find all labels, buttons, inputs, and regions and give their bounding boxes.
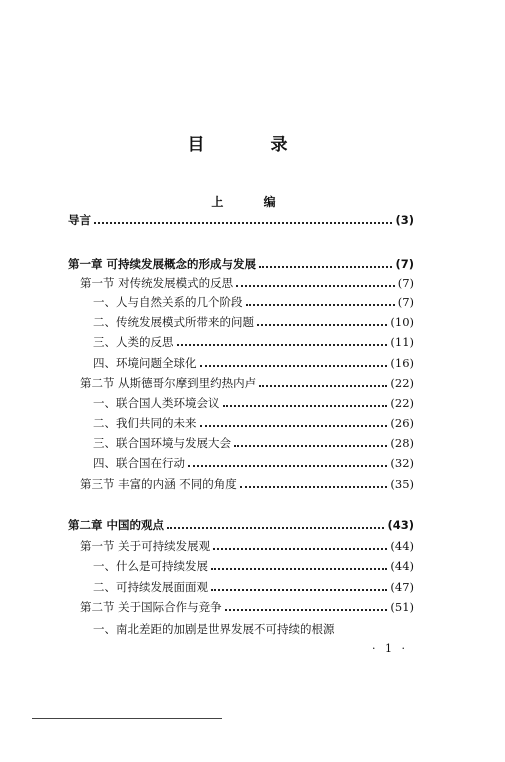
- toc-entry-subsection[interactable]: [93, 579, 414, 595]
- toc-entry-section[interactable]: [80, 538, 414, 554]
- toc-entry-continued[interactable]: 一、南北差距的加剧是世界发展不可持续的根源: [93, 622, 335, 636]
- toc-entry-chapter-1[interactable]: [68, 256, 414, 272]
- toc-entry-label: 导言: [68, 213, 91, 227]
- toc-entry-subsection[interactable]: [93, 455, 414, 471]
- dot-leader: [200, 416, 388, 427]
- toc-entry-section[interactable]: [80, 275, 414, 291]
- dot-leader: [188, 456, 387, 467]
- page-number: · 1 ·: [372, 642, 408, 655]
- toc-entry-section[interactable]: [80, 476, 414, 492]
- toc-entry-section[interactable]: [80, 599, 414, 615]
- toc-page-number: (35): [390, 477, 414, 491]
- toc-entry-label: 第二节 关于国际合作与竞争: [80, 600, 222, 614]
- scan-edge-line: [32, 718, 222, 719]
- toc-page-number: (44): [390, 559, 414, 573]
- dot-leader: [240, 477, 388, 488]
- toc-page-number: (47): [390, 580, 414, 594]
- toc-entry-section[interactable]: [80, 375, 414, 391]
- dot-leader: [223, 396, 388, 407]
- dot-leader: [200, 356, 388, 367]
- toc-entry-subsection[interactable]: [93, 415, 414, 431]
- dot-leader: [259, 257, 392, 268]
- dot-leader: [167, 518, 384, 529]
- toc-entry-label: 一、人与自然关系的几个阶段: [93, 295, 243, 309]
- toc-page-number: (22): [390, 376, 414, 390]
- toc-entry-label: 一、联合国人类环境会议: [93, 396, 220, 410]
- toc-entry-label: 第一节 对传统发展模式的反思: [80, 276, 234, 290]
- toc-entry-label: 三、人类的反思: [93, 335, 174, 349]
- toc-entry-label: 二、我们共同的未来: [93, 416, 197, 430]
- dot-leader: [177, 335, 388, 346]
- dot-leader: [211, 580, 387, 591]
- dot-leader: [211, 559, 387, 570]
- toc-page-number: (3): [395, 213, 414, 227]
- toc-entry-chapter-2[interactable]: [68, 517, 414, 533]
- toc-page-number: (43): [387, 518, 414, 532]
- toc-entry-subsection[interactable]: [93, 395, 414, 411]
- toc-entry-label: 四、环境问题全球化: [93, 356, 197, 370]
- toc-page-number: (22): [390, 396, 414, 410]
- toc-page-number: (11): [390, 335, 414, 349]
- toc-entry-intro[interactable]: [68, 212, 414, 228]
- toc-page-number: (32): [390, 456, 414, 470]
- toc-entry-label: 二、可持续发展面面观: [93, 580, 208, 594]
- toc-entry-subsection[interactable]: [93, 355, 414, 371]
- dot-leader: [236, 276, 395, 287]
- toc-entry-subsection[interactable]: [93, 558, 414, 574]
- toc-entry-label: 三、联合国环境与发展大会: [93, 436, 231, 450]
- toc-entry-label: 第二节 从斯德哥尔摩到里约热内卢: [80, 376, 257, 390]
- dot-leader: [257, 315, 387, 326]
- part-heading: 上 编: [211, 195, 294, 209]
- toc-entry-label: 一、什么是可持续发展: [93, 559, 208, 573]
- toc-page-number: (44): [390, 539, 414, 553]
- toc-entry-label: 第三节 丰富的内涵 不同的角度: [80, 477, 237, 491]
- dot-leader: [94, 213, 392, 224]
- toc-page-number: (10): [390, 315, 414, 329]
- toc-page-number: (28): [390, 436, 414, 450]
- dot-leader: [259, 376, 387, 387]
- toc-entry-subsection[interactable]: [93, 435, 414, 451]
- dot-leader: [234, 436, 387, 447]
- toc-entry-label: 第一节 关于可持续发展观: [80, 539, 211, 553]
- toc-entry-label: 第二章 中国的观点: [68, 518, 165, 532]
- page-title: 目 录: [187, 135, 318, 155]
- toc-page-number: (16): [390, 356, 414, 370]
- toc-page-number: (51): [390, 600, 414, 614]
- toc-page-number: (7): [395, 257, 414, 271]
- toc-entry-subsection[interactable]: [93, 294, 414, 310]
- dot-leader: [213, 539, 387, 550]
- toc-page-number: (7): [397, 295, 414, 309]
- toc-entry-label: 四、联合国在行动: [93, 456, 185, 470]
- toc-page-number: (26): [390, 416, 414, 430]
- toc-entry-subsection[interactable]: [93, 334, 414, 350]
- dot-leader: [225, 600, 388, 611]
- toc-entry-label: 二、传统发展模式所带来的问题: [93, 315, 254, 329]
- dot-leader: [246, 295, 395, 306]
- toc-page-number: (7): [397, 276, 414, 290]
- toc-entry-label: 第一章 可持续发展概念的形成与发展: [68, 257, 257, 271]
- toc-entry-subsection[interactable]: [93, 314, 414, 330]
